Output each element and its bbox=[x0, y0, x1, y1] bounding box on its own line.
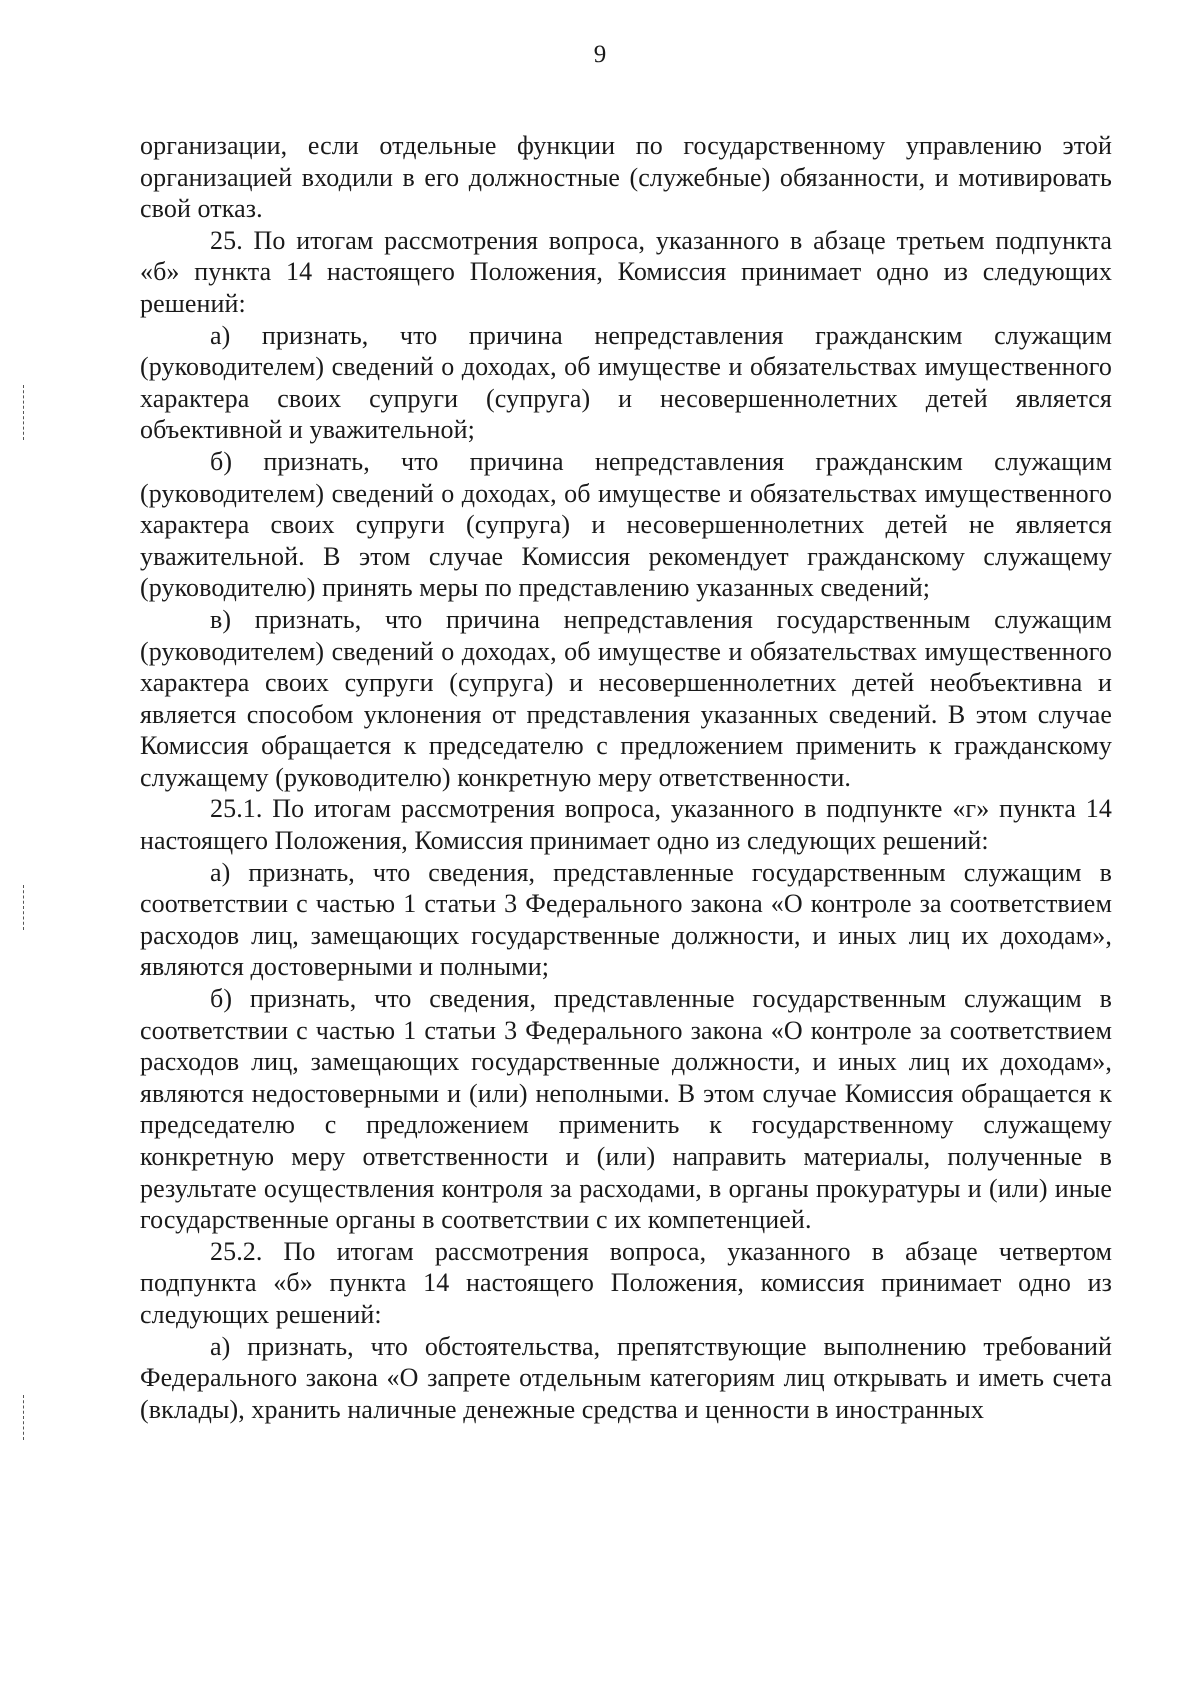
paragraph-item-25-v: в) признать, что причина непредставления государственным служащим (руководителем) сведений о доходах, об имуществе и обязательствах имущественного характера своих супруги (супруга) и несовершеннолетних детей необъективна и является способом уклонения от представления указанных сведений. В этом случае Комиссия обращается к председателю с предложением применить к гражданскому служащему (руководителю) конкретную меру ответственности. bbox=[140, 604, 1112, 792]
scan-margin-mark bbox=[23, 385, 26, 440]
scan-margin-mark bbox=[23, 885, 26, 930]
paragraph-item-25-1-a: а) признать, что сведения, представленные государственным служащим в соответствии с частью 1 статьи 3 Федерального закона «О контроле за соответствием расходов лиц, замещающих государственные должности, и иных лиц их доходам», являются достоверными и полными; bbox=[140, 857, 1112, 982]
paragraph-item-25-b: б) признать, что причина непредставления гражданским служащим (руководителем) сведений о доходах, об имуществе и обязательствах имущественного характера своих супруги (супруга) и несовершеннолетних детей не является уважительной. В этом случае Комиссия рекомендует гражданскому служащему (руководителю) принять меры по представлению указанных сведений; bbox=[140, 446, 1112, 603]
page-number: 9 bbox=[593, 41, 607, 68]
paragraph-item-25-a: а) признать, что причина непредставления гражданским служащим (руководителем) сведений о доходах, об имуществе и обязательствах имущественного характера своих супруги (супруга) и несовершеннолетних детей является объективной и уважительной; bbox=[140, 320, 1112, 445]
paragraph-item-25-1-b: б) признать, что сведения, представленные государственным служащим в соответствии с частью 1 статьи 3 Федерального закона «О контроле за соответствием расходов лиц, замещающих государственные должности, и иных лиц их доходам», являются недостоверными и (или) неполными. В этом случае Комиссия обращается к председателю с предложением применить к государственному служащему конкретную меру ответственности и (или) направить материалы, полученные в результате осуществления контроля за расходами, в органы прокуратуры и (или) иные государственные органы в соответствии с их компетенцией. bbox=[140, 984, 1112, 1235]
scan-margin-mark bbox=[23, 1395, 26, 1440]
document-body bbox=[140, 130, 1112, 1425]
paragraph-item-25-1: 25.1. По итогам рассмотрения вопроса, указанного в подпункте «г» пункта 14 настоящего Положения, Комиссия принимает одно из следующих решений: bbox=[140, 794, 1112, 856]
paragraph-continuation: организации, если отдельные функции по государственному управлению этой организацией входили в его должностные (служебные) обязанности, и мотивировать свой отказ. bbox=[140, 131, 1112, 224]
paragraph-item-25-2-a: а) признать, что обстоятельства, препятствующие выполнению требований Федерального закона «О запрете отдельным категориям лиц открывать и иметь счета (вклады), хранить наличные денежные средства и ценности в иностранных bbox=[140, 1331, 1112, 1424]
paragraph-item-25: 25. По итогам рассмотрения вопроса, указанного в абзаце третьем подпункта «б» пункта 14 настоящего Положения, Комиссия принимает одно из следующих решений: bbox=[140, 225, 1112, 318]
paragraph-item-25-2: 25.2. По итогам рассмотрения вопроса, указанного в абзаце четвертом подпункта «б» пункта 14 настоящего Положения, комиссия принимает одно из следующих решений: bbox=[140, 1236, 1112, 1329]
